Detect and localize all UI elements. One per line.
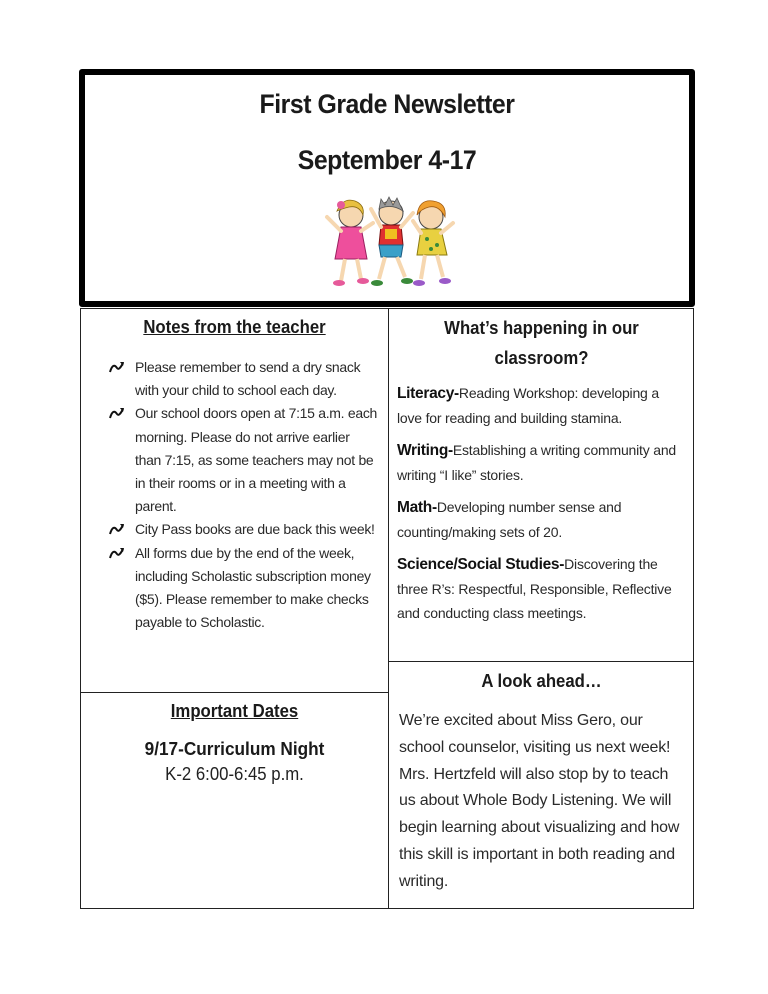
arrow-bullet-icon bbox=[109, 522, 125, 536]
math-label: Math- bbox=[397, 499, 437, 516]
newsletter-dates: September 4-17 bbox=[297, 145, 477, 175]
ahead-text: We’re excited about Miss Gero, our school counselor, visiting us next week! Mrs. Hertzfeld will also stop by to teach us about Whole Body Listening. We will begin learning about visualizing and how this skill is important in both reading and writing. bbox=[399, 712, 680, 890]
list-item bbox=[113, 356, 378, 402]
date-time: K-2 6:00-6:45 p.m. bbox=[165, 764, 304, 784]
boy-middle-figure bbox=[371, 197, 413, 286]
science-text: Discovering the three R’s: Respectful, Responsible, Reflective and conducting class meetings. bbox=[397, 556, 672, 621]
science-paragraph bbox=[397, 552, 686, 625]
newsletter-header bbox=[79, 69, 695, 307]
note-text: Our school doors open at 7:15 a.m. each morning. Please do not arrive earlier than 7:15, as some teachers may not be in their rooms or in a meeting with a parent. bbox=[135, 405, 378, 515]
classroom-heading: What’s happening in our classroom? bbox=[444, 318, 639, 368]
ahead-heading: A look ahead… bbox=[481, 671, 602, 691]
date-event: 9/17-Curriculum Night bbox=[144, 738, 325, 759]
newsletter-title: First Grade Newsletter bbox=[259, 89, 515, 119]
girl-left-figure bbox=[327, 200, 373, 286]
dates-heading: Important Dates bbox=[170, 701, 299, 721]
list-item bbox=[113, 518, 378, 541]
classroom-section bbox=[389, 309, 694, 661]
girl-right-figure bbox=[413, 201, 453, 286]
arrow-bullet-icon bbox=[109, 406, 125, 420]
note-text: City Pass books are due back this week! bbox=[135, 521, 375, 538]
math-text: Developing number sense and counting/making sets of 20. bbox=[397, 499, 622, 540]
arrow-bullet-icon bbox=[109, 360, 125, 374]
dancing-kids-illustration bbox=[321, 193, 461, 293]
math-paragraph bbox=[397, 495, 686, 544]
notes-list bbox=[113, 356, 378, 634]
arrow-bullet-icon bbox=[109, 546, 125, 560]
writing-paragraph bbox=[397, 438, 686, 487]
important-dates-section bbox=[81, 693, 388, 909]
literacy-text: Reading Workshop: developing a love for reading and building stamina. bbox=[397, 385, 659, 426]
science-label: Science/Social Studies- bbox=[397, 556, 565, 573]
literacy-label: Literacy- bbox=[397, 385, 459, 402]
note-text: Please remember to send a dry snack with your child to school each day. bbox=[135, 359, 361, 399]
note-text: All forms due by the end of the week, including Scholastic subscription money ($5). Please remember to make checks payable to Scholastic. bbox=[135, 544, 371, 631]
newsletter-content-grid bbox=[80, 308, 694, 909]
list-item bbox=[113, 542, 378, 635]
literacy-paragraph bbox=[397, 381, 686, 430]
notes-heading: Notes from the teacher bbox=[143, 317, 326, 337]
writing-label: Writing- bbox=[397, 442, 453, 459]
look-ahead-section bbox=[389, 662, 694, 909]
writing-text: Establishing a writing community and writing “I like” stories. bbox=[397, 442, 676, 483]
list-item bbox=[113, 402, 378, 518]
notes-section bbox=[81, 309, 388, 692]
